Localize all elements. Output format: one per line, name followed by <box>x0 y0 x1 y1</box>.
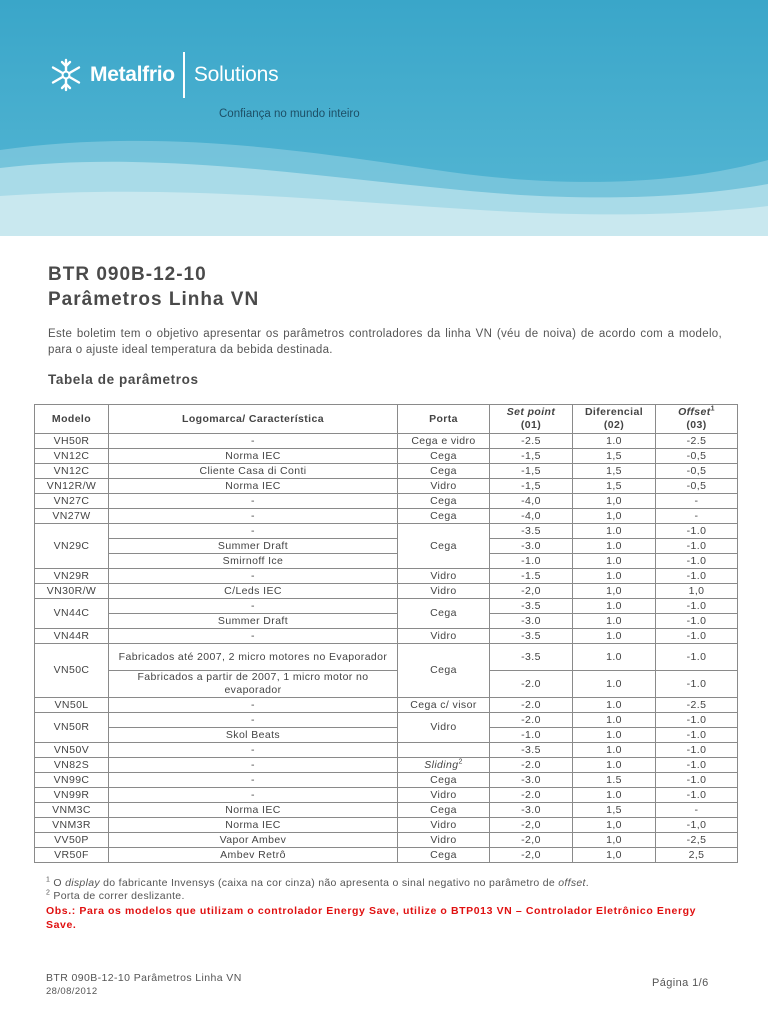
table-row <box>35 524 738 539</box>
header-setpoint-code: (01) <box>520 419 542 431</box>
cell-modelo: VN82S <box>35 758 109 773</box>
footnote-1-offset: offset <box>558 877 586 889</box>
footnote-2-text: Porta de correr deslizante. <box>50 890 185 902</box>
table-row <box>35 713 738 728</box>
table-row <box>35 803 738 818</box>
cell-logomarca: Smirnoff Ice <box>109 554 398 569</box>
cell-setpoint: -3.5 <box>490 629 573 644</box>
cell-setpoint: -1.0 <box>490 554 573 569</box>
cell-porta: Cega <box>398 524 490 569</box>
cell-setpoint: -2.0 <box>490 671 573 698</box>
footnote-1-text-c: . <box>585 877 589 889</box>
porta-footnote: 2 <box>458 758 463 765</box>
cell-porta <box>398 758 490 773</box>
cell-offset: -1.0 <box>656 671 738 698</box>
cell-offset: -1.0 <box>656 644 738 671</box>
table-row <box>35 434 738 449</box>
cell-diferencial: 1,0 <box>573 584 656 599</box>
cell-porta-text: Sliding <box>424 758 459 771</box>
header-setpoint-label: Set point <box>506 406 556 418</box>
cell-logomarca: Norma IEC <box>109 818 398 833</box>
cell-offset: -1.0 <box>656 758 738 773</box>
cell-diferencial: 1.0 <box>573 629 656 644</box>
cell-modelo: VN12C <box>35 464 109 479</box>
cell-diferencial: 1.0 <box>573 644 656 671</box>
cell-modelo: VN44R <box>35 629 109 644</box>
cell-logomarca: Vapor Ambev <box>109 833 398 848</box>
table-row <box>35 614 738 629</box>
table-row <box>35 539 738 554</box>
cell-modelo: VN27C <box>35 494 109 509</box>
header-banner <box>0 0 768 236</box>
cell-porta: Cega <box>398 464 490 479</box>
footer-date: 28/08/2012 <box>46 986 98 997</box>
cell-logomarca: - <box>109 434 398 449</box>
cell-offset: -1.0 <box>656 743 738 758</box>
cell-diferencial: 1.0 <box>573 698 656 713</box>
cell-diferencial: 1.0 <box>573 713 656 728</box>
cell-logomarca: - <box>109 773 398 788</box>
cell-offset: - <box>656 494 738 509</box>
cell-porta: Cega <box>398 494 490 509</box>
cell-setpoint: -4,0 <box>490 494 573 509</box>
table-row <box>35 788 738 803</box>
table-row <box>35 584 738 599</box>
cell-porta: Vidro <box>398 584 490 599</box>
header-offset <box>656 405 738 434</box>
cell-modelo: VN50V <box>35 743 109 758</box>
table-row <box>35 629 738 644</box>
table-row <box>35 833 738 848</box>
cell-modelo: VN50L <box>35 698 109 713</box>
cell-porta: Cega <box>398 449 490 464</box>
header-offset-footnote: 1 <box>710 405 715 413</box>
brand-suffix: Solutions <box>193 63 279 86</box>
cell-logomarca: - <box>109 599 398 614</box>
cell-diferencial: 1.0 <box>573 671 656 698</box>
cell-modelo: VN27W <box>35 509 109 524</box>
cell-porta: Cega <box>398 773 490 788</box>
cell-offset: -1.0 <box>656 554 738 569</box>
cell-setpoint: -3.0 <box>490 539 573 554</box>
cell-diferencial: 1.0 <box>573 599 656 614</box>
cell-logomarca: - <box>109 713 398 728</box>
table-row <box>35 758 738 773</box>
cell-modelo: VN50C <box>35 644 109 698</box>
cell-setpoint: -4,0 <box>490 509 573 524</box>
cell-offset: - <box>656 803 738 818</box>
cell-diferencial: 1.0 <box>573 524 656 539</box>
cell-offset: -1.0 <box>656 773 738 788</box>
cell-offset: -2.5 <box>656 434 738 449</box>
section-title: Tabela de parâmetros <box>48 372 199 387</box>
cell-offset: -1,0 <box>656 818 738 833</box>
footnote-1-mark: 1 <box>46 876 51 884</box>
cell-offset: -2.5 <box>656 698 738 713</box>
cell-porta: Vidro <box>398 479 490 494</box>
cell-setpoint: -1,5 <box>490 479 573 494</box>
table-row <box>35 464 738 479</box>
cell-modelo: VN12C <box>35 449 109 464</box>
table-row <box>35 773 738 788</box>
cell-porta: Vidro <box>398 833 490 848</box>
cell-logomarca: - <box>109 494 398 509</box>
cell-logomarca: Ambev Retrô <box>109 848 398 863</box>
cell-diferencial: 1,5 <box>573 803 656 818</box>
header-diferencial-code: (02) <box>603 419 625 431</box>
cell-setpoint: -2.5 <box>490 434 573 449</box>
cell-diferencial: 1.0 <box>573 569 656 584</box>
table-row <box>35 743 738 758</box>
table-row <box>35 569 738 584</box>
table-row <box>35 509 738 524</box>
cell-logomarca: Fabricados a partir de 2007, 1 micro motor no evaporador <box>109 671 398 698</box>
cell-setpoint: -2,0 <box>490 584 573 599</box>
cell-porta: Cega e vidro <box>398 434 490 449</box>
cell-diferencial: 1,0 <box>573 848 656 863</box>
cell-diferencial: 1.0 <box>573 554 656 569</box>
cell-setpoint: -3.5 <box>490 524 573 539</box>
cell-logomarca: - <box>109 509 398 524</box>
footnotes <box>46 877 726 932</box>
footnote-2-mark: 2 <box>46 889 51 897</box>
brand-name: Metalfrio <box>90 63 175 86</box>
header-logomarca: Logomarca/ Característica <box>109 405 398 434</box>
intro-paragraph: Este boletim tem o objetivo apresentar os parâmetros controladores da linha VN (véu de noiva) de acordo com a modelo, para o ajuste ideal temperatura da bebida destinada. <box>48 328 722 356</box>
cell-modelo: VN12R/W <box>35 479 109 494</box>
cell-modelo: VN29R <box>35 569 109 584</box>
table-row <box>35 728 738 743</box>
table-header-row <box>35 405 738 434</box>
logo-divider <box>183 52 185 98</box>
footnote-1-display: display <box>65 877 100 889</box>
cell-modelo: VN30R/W <box>35 584 109 599</box>
cell-porta: Vidro <box>398 713 490 743</box>
cell-offset: -1.0 <box>656 713 738 728</box>
cell-setpoint: -2,0 <box>490 818 573 833</box>
footnote-1 <box>46 877 726 890</box>
cell-setpoint: -3.5 <box>490 599 573 614</box>
cell-setpoint: -2.0 <box>490 713 573 728</box>
cell-logomarca: - <box>109 524 398 539</box>
cell-logomarca: - <box>109 758 398 773</box>
wave-decoration <box>0 0 768 236</box>
cell-porta: Cega <box>398 599 490 629</box>
cell-logomarca: - <box>109 698 398 713</box>
table-row <box>35 848 738 863</box>
footer-title: BTR 090B-12-10 Parâmetros Linha VN <box>46 972 242 984</box>
company-logo <box>48 52 278 98</box>
cell-porta: Cega <box>398 803 490 818</box>
header-setpoint <box>490 405 573 434</box>
table-row <box>35 449 738 464</box>
cell-setpoint: -2.0 <box>490 758 573 773</box>
cell-setpoint: -2.0 <box>490 788 573 803</box>
table-row <box>35 479 738 494</box>
cell-setpoint: -1,5 <box>490 449 573 464</box>
cell-porta: Vidro <box>398 569 490 584</box>
parameters-table <box>34 404 738 863</box>
table-row <box>35 698 738 713</box>
cell-offset: -1.0 <box>656 599 738 614</box>
cell-logomarca: Norma IEC <box>109 803 398 818</box>
cell-setpoint: -3.0 <box>490 773 573 788</box>
cell-offset: 1,0 <box>656 584 738 599</box>
cell-offset: -1.0 <box>656 788 738 803</box>
cell-modelo: VR50F <box>35 848 109 863</box>
cell-logomarca: - <box>109 743 398 758</box>
cell-setpoint: -1,5 <box>490 464 573 479</box>
cell-modelo: VN50R <box>35 713 109 743</box>
cell-offset: -0,5 <box>656 464 738 479</box>
cell-setpoint: -3.0 <box>490 614 573 629</box>
title-code: BTR 090B-12-10 <box>48 264 207 285</box>
header-diferencial <box>573 405 656 434</box>
cell-diferencial: 1.0 <box>573 743 656 758</box>
cell-offset: -0,5 <box>656 449 738 464</box>
cell-porta <box>398 743 490 758</box>
cell-diferencial: 1.0 <box>573 434 656 449</box>
page-number: Página 1/6 <box>652 977 709 989</box>
cell-porta: Vidro <box>398 788 490 803</box>
footnote-1-text-b: do fabricante Invensys (caixa na cor cinza) não apresenta o sinal negativo no parâmetro de <box>99 877 559 889</box>
header-modelo: Modelo <box>35 405 109 434</box>
cell-diferencial: 1.0 <box>573 728 656 743</box>
cell-setpoint: -2.0 <box>490 698 573 713</box>
table-row <box>35 818 738 833</box>
cell-modelo: VNM3C <box>35 803 109 818</box>
cell-offset: -2,5 <box>656 833 738 848</box>
cell-porta: Cega <box>398 848 490 863</box>
observation-note: Obs.: Para os modelos que utilizam o controlador Energy Save, utilize o BTP013 VN – Controlador Eletrônico Energy Save. <box>46 905 697 931</box>
cell-logomarca: C/Leds IEC <box>109 584 398 599</box>
footnote-1-text-a: O <box>50 877 66 889</box>
cell-diferencial: 1,0 <box>573 509 656 524</box>
cell-modelo: VN29C <box>35 524 109 569</box>
document-title <box>48 262 259 312</box>
tagline: Confiança no mundo inteiro <box>219 108 360 120</box>
cell-diferencial: 1,0 <box>573 494 656 509</box>
cell-diferencial: 1,0 <box>573 818 656 833</box>
cell-logomarca: Summer Draft <box>109 539 398 554</box>
cell-logomarca: - <box>109 569 398 584</box>
header-offset-label: Offset <box>678 406 711 418</box>
cell-modelo: VN44C <box>35 599 109 629</box>
cell-diferencial: 1.5 <box>573 773 656 788</box>
table-row <box>35 671 738 698</box>
cell-offset: -1.0 <box>656 614 738 629</box>
table-row <box>35 599 738 614</box>
cell-offset: -1.0 <box>656 569 738 584</box>
header-diferencial-label: Diferencial <box>584 406 644 418</box>
cell-offset: -1.0 <box>656 539 738 554</box>
table-row <box>35 494 738 509</box>
cell-offset: -1.0 <box>656 524 738 539</box>
cell-offset: 2,5 <box>656 848 738 863</box>
title-name: Parâmetros Linha VN <box>48 289 260 310</box>
cell-diferencial: 1,5 <box>573 449 656 464</box>
cell-offset: - <box>656 509 738 524</box>
header-porta: Porta <box>398 405 490 434</box>
cell-diferencial: 1,5 <box>573 479 656 494</box>
cell-modelo: VN99C <box>35 773 109 788</box>
cell-diferencial: 1,0 <box>573 833 656 848</box>
cell-porta: Cega <box>398 509 490 524</box>
cell-logomarca: - <box>109 788 398 803</box>
footnote-2 <box>46 890 726 903</box>
table-row <box>35 644 738 671</box>
footer-info <box>46 972 242 998</box>
cell-logomarca: Norma IEC <box>109 449 398 464</box>
cell-setpoint: -3.5 <box>490 644 573 671</box>
cell-offset: -1.0 <box>656 629 738 644</box>
cell-logomarca: - <box>109 629 398 644</box>
snowflake-icon <box>48 57 84 93</box>
cell-offset: -1.0 <box>656 728 738 743</box>
cell-diferencial: 1.0 <box>573 539 656 554</box>
cell-offset: -0,5 <box>656 479 738 494</box>
cell-setpoint: -3.5 <box>490 743 573 758</box>
cell-porta: Vidro <box>398 818 490 833</box>
cell-porta: Vidro <box>398 629 490 644</box>
cell-logomarca: Norma IEC <box>109 479 398 494</box>
cell-setpoint: -2,0 <box>490 833 573 848</box>
cell-modelo: VN99R <box>35 788 109 803</box>
cell-setpoint: -2,0 <box>490 848 573 863</box>
cell-logomarca: Summer Draft <box>109 614 398 629</box>
cell-setpoint: -3.0 <box>490 803 573 818</box>
cell-logomarca: Cliente Casa di Conti <box>109 464 398 479</box>
cell-logomarca: Fabricados até 2007, 2 micro motores no Evaporador <box>109 644 398 671</box>
header-offset-code: (03) <box>686 419 707 431</box>
cell-logomarca: Skol Beats <box>109 728 398 743</box>
cell-diferencial: 1,5 <box>573 464 656 479</box>
cell-modelo: VNM3R <box>35 818 109 833</box>
cell-diferencial: 1.0 <box>573 614 656 629</box>
table-row <box>35 554 738 569</box>
cell-setpoint: -1.0 <box>490 728 573 743</box>
cell-modelo: VH50R <box>35 434 109 449</box>
cell-porta: Cega <box>398 644 490 698</box>
cell-diferencial: 1.0 <box>573 788 656 803</box>
cell-setpoint: -1.5 <box>490 569 573 584</box>
cell-modelo: VV50P <box>35 833 109 848</box>
cell-diferencial: 1.0 <box>573 758 656 773</box>
cell-porta: Cega c/ visor <box>398 698 490 713</box>
